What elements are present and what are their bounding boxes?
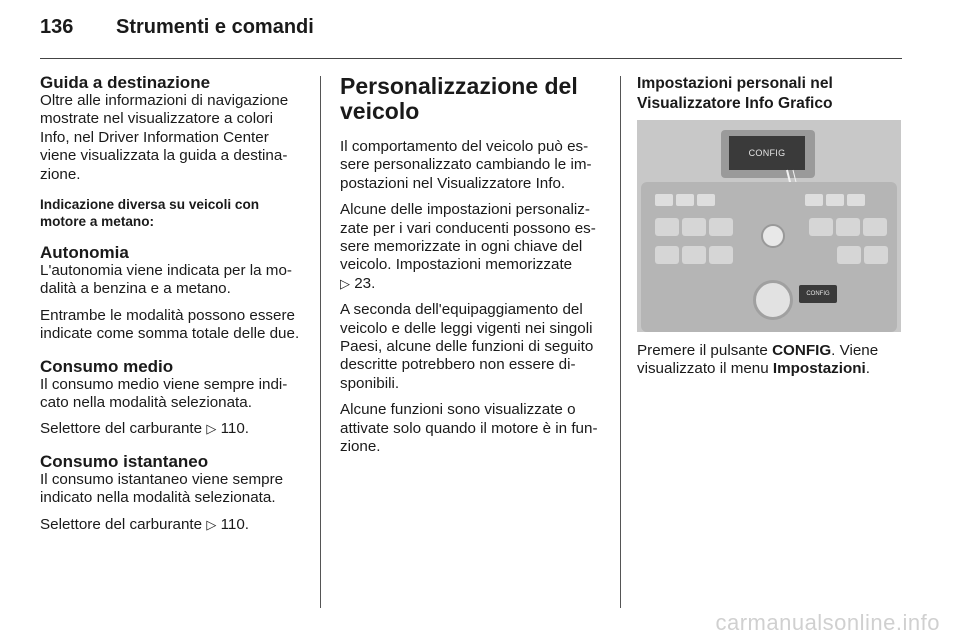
viene-text: . Viene visualizzato il menu [637, 342, 879, 378]
photo-button-row-3 [655, 246, 733, 264]
photo-preset-row-right [805, 194, 865, 206]
reference-arrow-icon: ▷ [206, 516, 217, 532]
section-title-autonomia: Autonomia [40, 243, 129, 263]
subheading-metano: Indicazione diversa su veicoli con motore a metano: [40, 197, 260, 230]
reference-arrow-icon: ▷ [206, 421, 217, 437]
paragraph-premere-config [637, 342, 903, 379]
watermark: carmanualsonline.info [715, 610, 940, 635]
column-divider-2 [620, 76, 621, 608]
photo-config-small-label: CONFIG [799, 285, 837, 303]
column-2 [340, 74, 606, 465]
photo-knob-main [753, 280, 793, 320]
photo-button-row-4 [837, 246, 888, 264]
section-title-consumo-medio: Consumo medio [40, 356, 174, 376]
section-title-impostazioni: Impostazioni personali nel Visualizzatore Info Grafico [637, 75, 833, 112]
column-3 [637, 74, 903, 387]
section-consumo-medio [40, 358, 306, 439]
paragraph-personalizzazione-3: A seconda dell'equipaggiamento del veicolo e delle leggi vigenti nei singoli Paesi, alcune delle funzioni di seguito descritte potrebbero non essere disponibili. [340, 301, 594, 392]
photo-config-label: CONFIG [729, 136, 805, 170]
paragraph-autonomia-2: Entrambe le modalità possono essere indicate come somma totale delle due. [40, 306, 300, 343]
paragraph-personalizzazione-2 [340, 201, 606, 293]
selettore-text-2: Selettore del carburante [40, 515, 203, 533]
selettore-text-1: Selettore del carburante [40, 420, 203, 438]
control-panel-photo [637, 120, 901, 332]
paragraph-personalizzazione-1: Il comportamento del veicolo può essere personalizzato cambiando le impostazioni nel Visualizzatore Info. [340, 138, 592, 192]
section-title-consumo-istantaneo: Consumo istantaneo [40, 451, 209, 471]
section-title-guida: Guida a destinazione [40, 73, 211, 92]
photo-button-row-2 [809, 218, 887, 236]
page-header [40, 16, 314, 50]
paragraph-consumo-istantaneo: Il consumo istantaneo viene sempre indicato nella modalità selezionata. [40, 470, 284, 507]
paragraph-autonomia-1: L'autonomia viene indicata per la modalità a benzina e a metano. [40, 262, 292, 298]
section-title-personalizzazione: Personalizzazione del veicolo [340, 73, 578, 124]
paragraph-selettore-2 [40, 516, 306, 534]
photo-button-row-1 [655, 218, 733, 236]
page-title: Strumenti e comandi [116, 16, 314, 38]
paragraph-selettore-1 [40, 420, 306, 438]
paragraph-personalizzazione-4: Alcune funzioni sono visualizzate o attivate solo quando il motore è in funzione. [340, 401, 598, 456]
page-ref-3[interactable]: 23. [354, 274, 376, 292]
header-divider [40, 58, 902, 59]
column-divider-1 [320, 76, 321, 608]
impostazioni-keyword: Impostazioni [772, 360, 866, 378]
column-1 [40, 74, 306, 542]
period-text: . [865, 360, 870, 378]
config-keyword: CONFIG [772, 342, 832, 359]
page-number: 136 [40, 16, 74, 38]
reference-arrow-icon: ▷ [340, 275, 350, 291]
page-ref-1[interactable]: 110. [220, 420, 250, 438]
paragraph-consumo-medio: Il consumo medio viene sempre indicato nella modalità selezionata. [40, 375, 288, 412]
page-ref-2[interactable]: 110. [220, 515, 250, 533]
section-consumo-istantaneo [40, 453, 306, 534]
premere-text: Premere il pulsante [637, 342, 768, 359]
personalizzazione-2-text: Alcune delle impostazioni personalizzate per i vari conducenti possono essere memorizzate in ogni chiave del veicolo. Impostazioni memorizzate [340, 201, 596, 274]
section-autonomia [40, 244, 306, 344]
paragraph-guida: Oltre alle informazioni di navigazione mostrate nel visualizzatore a colori Info, nel Driver Information Center viene visualizzata la guida a destinazione. [40, 92, 289, 183]
photo-preset-row-left [655, 194, 715, 206]
photo-knob-top [761, 224, 785, 248]
